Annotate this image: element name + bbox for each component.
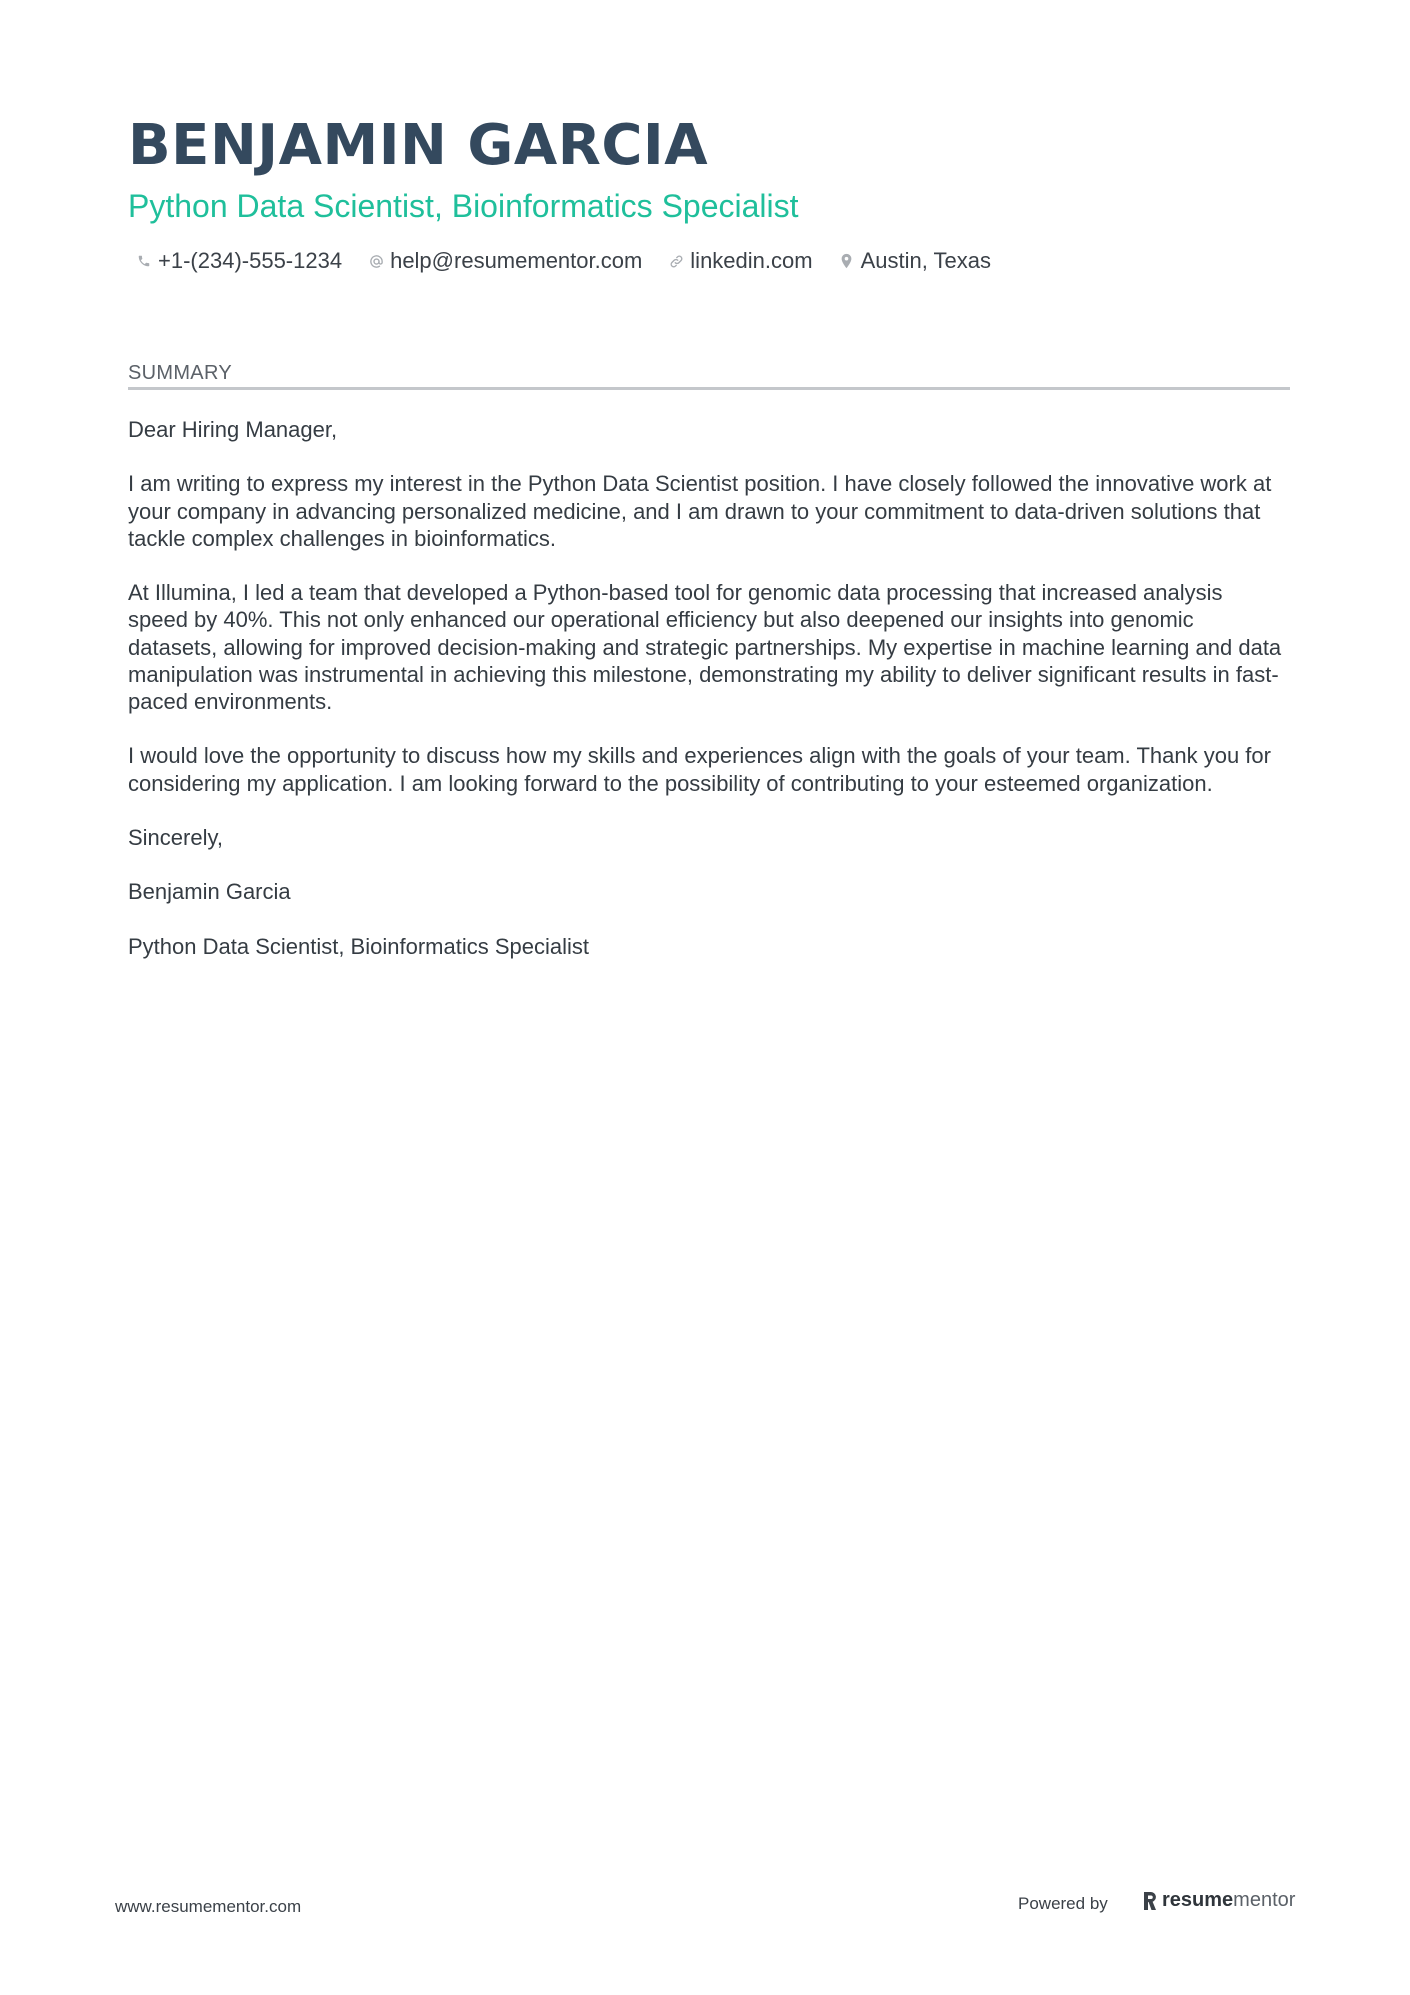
contact-linkedin-text[interactable]: linkedin.com <box>690 248 813 273</box>
powered-by-label: Powered by <box>1018 1894 1108 1913</box>
letter-paragraph-1: I am writing to express my interest in the Python Data Scientist position. I have closely followed the innovative work at your company in advancing personalized medicine, and I am drawn to your commitment to data-driven solutions that tackle complex challenges in bioinformatics. <box>128 471 1272 551</box>
contact-email-text[interactable]: help@resumementor.com <box>390 248 643 273</box>
signature-title: Python Data Scientist, Bioinformatics Specialist <box>128 933 589 959</box>
resumementor-logo[interactable] <box>1142 1889 1295 1912</box>
contact-location-text: Austin, Texas <box>860 248 992 273</box>
letter-paragraph-2: At Illumina, I led a team that developed a Python-based tool for genomic data processing that increased analysis speed by 40%. This not only enhanced our operational efficiency but also deepened our insights into genomic datasets, allowing for improved decision-making and strategic partnerships. My expertise in machine learning and data manipulation was instrumental in achieving this milestone, demonstrating my ability to deliver significant results in fast-paced environments. <box>128 580 1282 714</box>
brand-mark-icon <box>1142 1891 1158 1911</box>
contact-linkedin[interactable] <box>668 248 812 274</box>
brand-wordmark-light: mentor <box>1233 1889 1296 1911</box>
section-divider <box>128 387 1290 390</box>
location-pin-icon <box>839 252 855 270</box>
signature-name: Benjamin Garcia <box>128 879 291 905</box>
brand-wordmark-strong: resume <box>1162 1889 1234 1911</box>
section-title-summary: SUMMARY <box>128 362 232 384</box>
letter-body <box>128 416 1288 987</box>
letter-paragraph-3: I would love the opportunity to discuss how my skills and experiences align with the goals of your team. Thank you for considering my application. I am looking forward to the possibility of contributing to your esteemed organization. <box>128 743 1271 796</box>
contact-phone-text: +1-(234)-555-1234 <box>158 248 343 273</box>
at-icon <box>368 252 384 270</box>
phone-icon <box>136 252 152 270</box>
contact-bar <box>136 246 1017 276</box>
candidate-name: BENJAMIN GARCIA <box>128 113 709 178</box>
letter-greeting: Dear Hiring Manager, <box>128 417 338 442</box>
link-icon <box>668 252 684 270</box>
candidate-role: Python Data Scientist, Bioinformatics Specialist <box>128 188 799 224</box>
contact-email[interactable] <box>368 248 642 274</box>
footer-website-link[interactable]: www.resumementor.com <box>115 1897 302 1916</box>
contact-phone <box>136 248 342 274</box>
letter-closing: Sincerely, <box>128 824 223 850</box>
contact-location <box>839 248 991 274</box>
